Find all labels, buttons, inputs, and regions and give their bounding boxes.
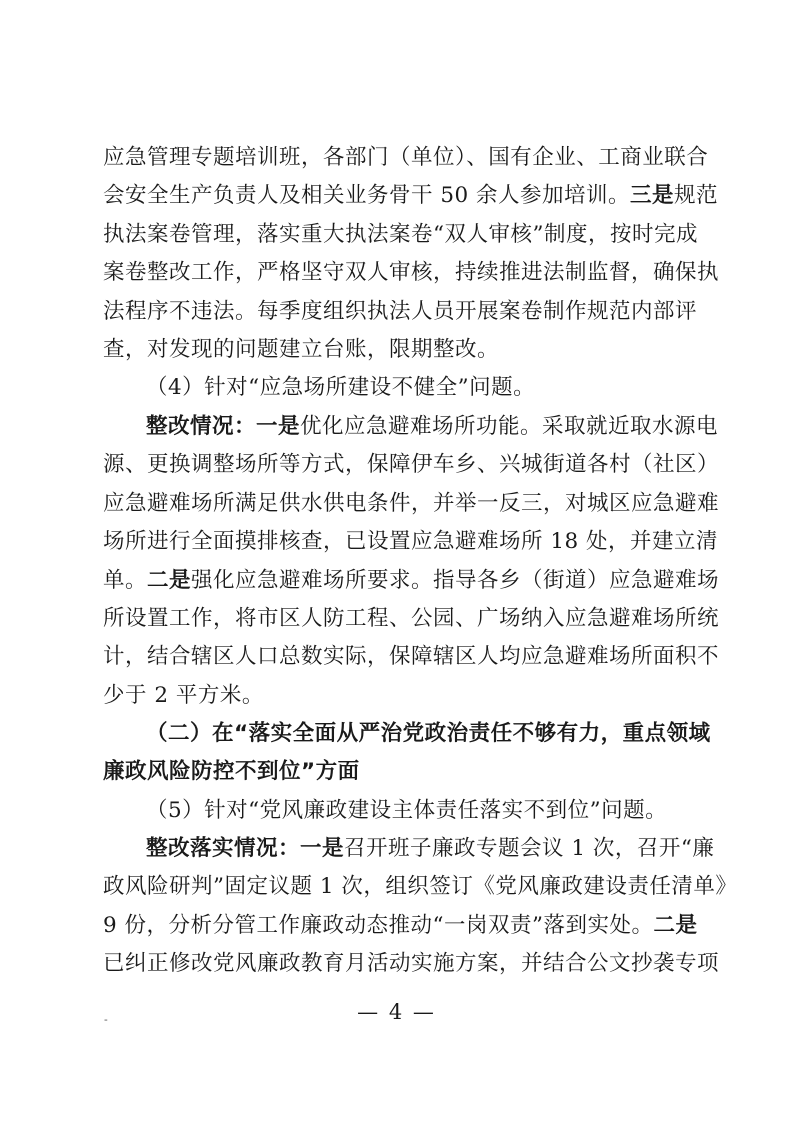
text-line: 政风险研判”固定议题 1 次，组织签订《党风廉政建设责任清单》: [103, 874, 738, 900]
text-line: （二）在“落实全面从严治党政治责任不够有力，重点领域: [146, 721, 711, 746]
footer-mark: -: [104, 1013, 108, 1026]
text-line: 廉政风险防控不到位”方面: [103, 759, 360, 785]
keyword-er-shi: 二是: [653, 912, 698, 938]
text-line: 已纠正修改党风廉政教育月活动实施方案，并结合公文抄袭专项: [103, 951, 720, 977]
text-line: 单。二是强化应急避难场所要求。指导各乡（街道）应急避难场: [103, 567, 720, 593]
text-line: 少于 2 平方米。: [103, 682, 264, 708]
item-4-heading: [103, 369, 693, 407]
text-line: 源、更换调整场所等方式，保障伊车乡、兴城街道各村（社区）: [103, 452, 720, 478]
keyword-er-shi: 二是: [147, 567, 192, 593]
text-line: 会安全生产负责人及相关业务骨干 50 余人参加培训。三是规范: [103, 183, 719, 209]
text-line: 执法案卷管理，落实重大执法案卷“双人审核”制度，按时完成: [103, 221, 698, 247]
text-line: 整改情况：一是优化应急避难场所功能。采取就近取水源电: [146, 414, 719, 439]
paragraph-rectification-4: [103, 408, 720, 715]
text-line: 案卷整改工作，严格坚守双人审核，持续推进法制监督，确保执: [103, 260, 720, 286]
text-line: （5）针对“党风廉政建设主体责任落实不到位”问题。: [146, 798, 668, 823]
text-line: 应急管理专题培训班，各部门（单位）、国有企业、工商业联合: [103, 145, 709, 170]
section-heading-2: [103, 715, 711, 792]
text-line: 场所进行全面摸排核查，已设置应急避难场所 18 处，并建立清: [103, 529, 719, 555]
label-rectification-implementation: 整改落实情况：一是: [146, 836, 345, 861]
label-rectification-status: 整改情况：一是: [146, 414, 301, 439]
item-5-heading: [103, 792, 693, 830]
text-line: 所设置工作，将市区人防工程、公园、广场纳入应急避难场所统: [103, 605, 720, 631]
keyword-san-shi: 三是: [630, 183, 675, 209]
text-line: 应急避难场所满足供水供电条件，并举一反三，对城区应急避难: [103, 490, 720, 516]
text-line: 整改落实情况：一是召开班子廉政专题会议 1 次，召开“廉: [146, 836, 715, 861]
text-line: （4）针对“应急场所建设不健全”问题。: [146, 375, 536, 400]
page-number: — 4 —: [357, 1000, 436, 1024]
paragraph-training: [103, 139, 720, 369]
text-line: 查，对发现的问题建立台账，限期整改。: [103, 336, 500, 362]
text-line: 法程序不违法。每季度组织执法人员开展案卷制作规范内部评: [103, 298, 698, 324]
paragraph-rectification-5: [103, 830, 738, 984]
text-line: 计，结合辖区人口总数实际，保障辖区人均应急避难场所面积不: [103, 644, 720, 670]
text-line: 9 份，分析分管工作廉政动态推动“一岗双责”落到实处。二是: [103, 912, 698, 938]
